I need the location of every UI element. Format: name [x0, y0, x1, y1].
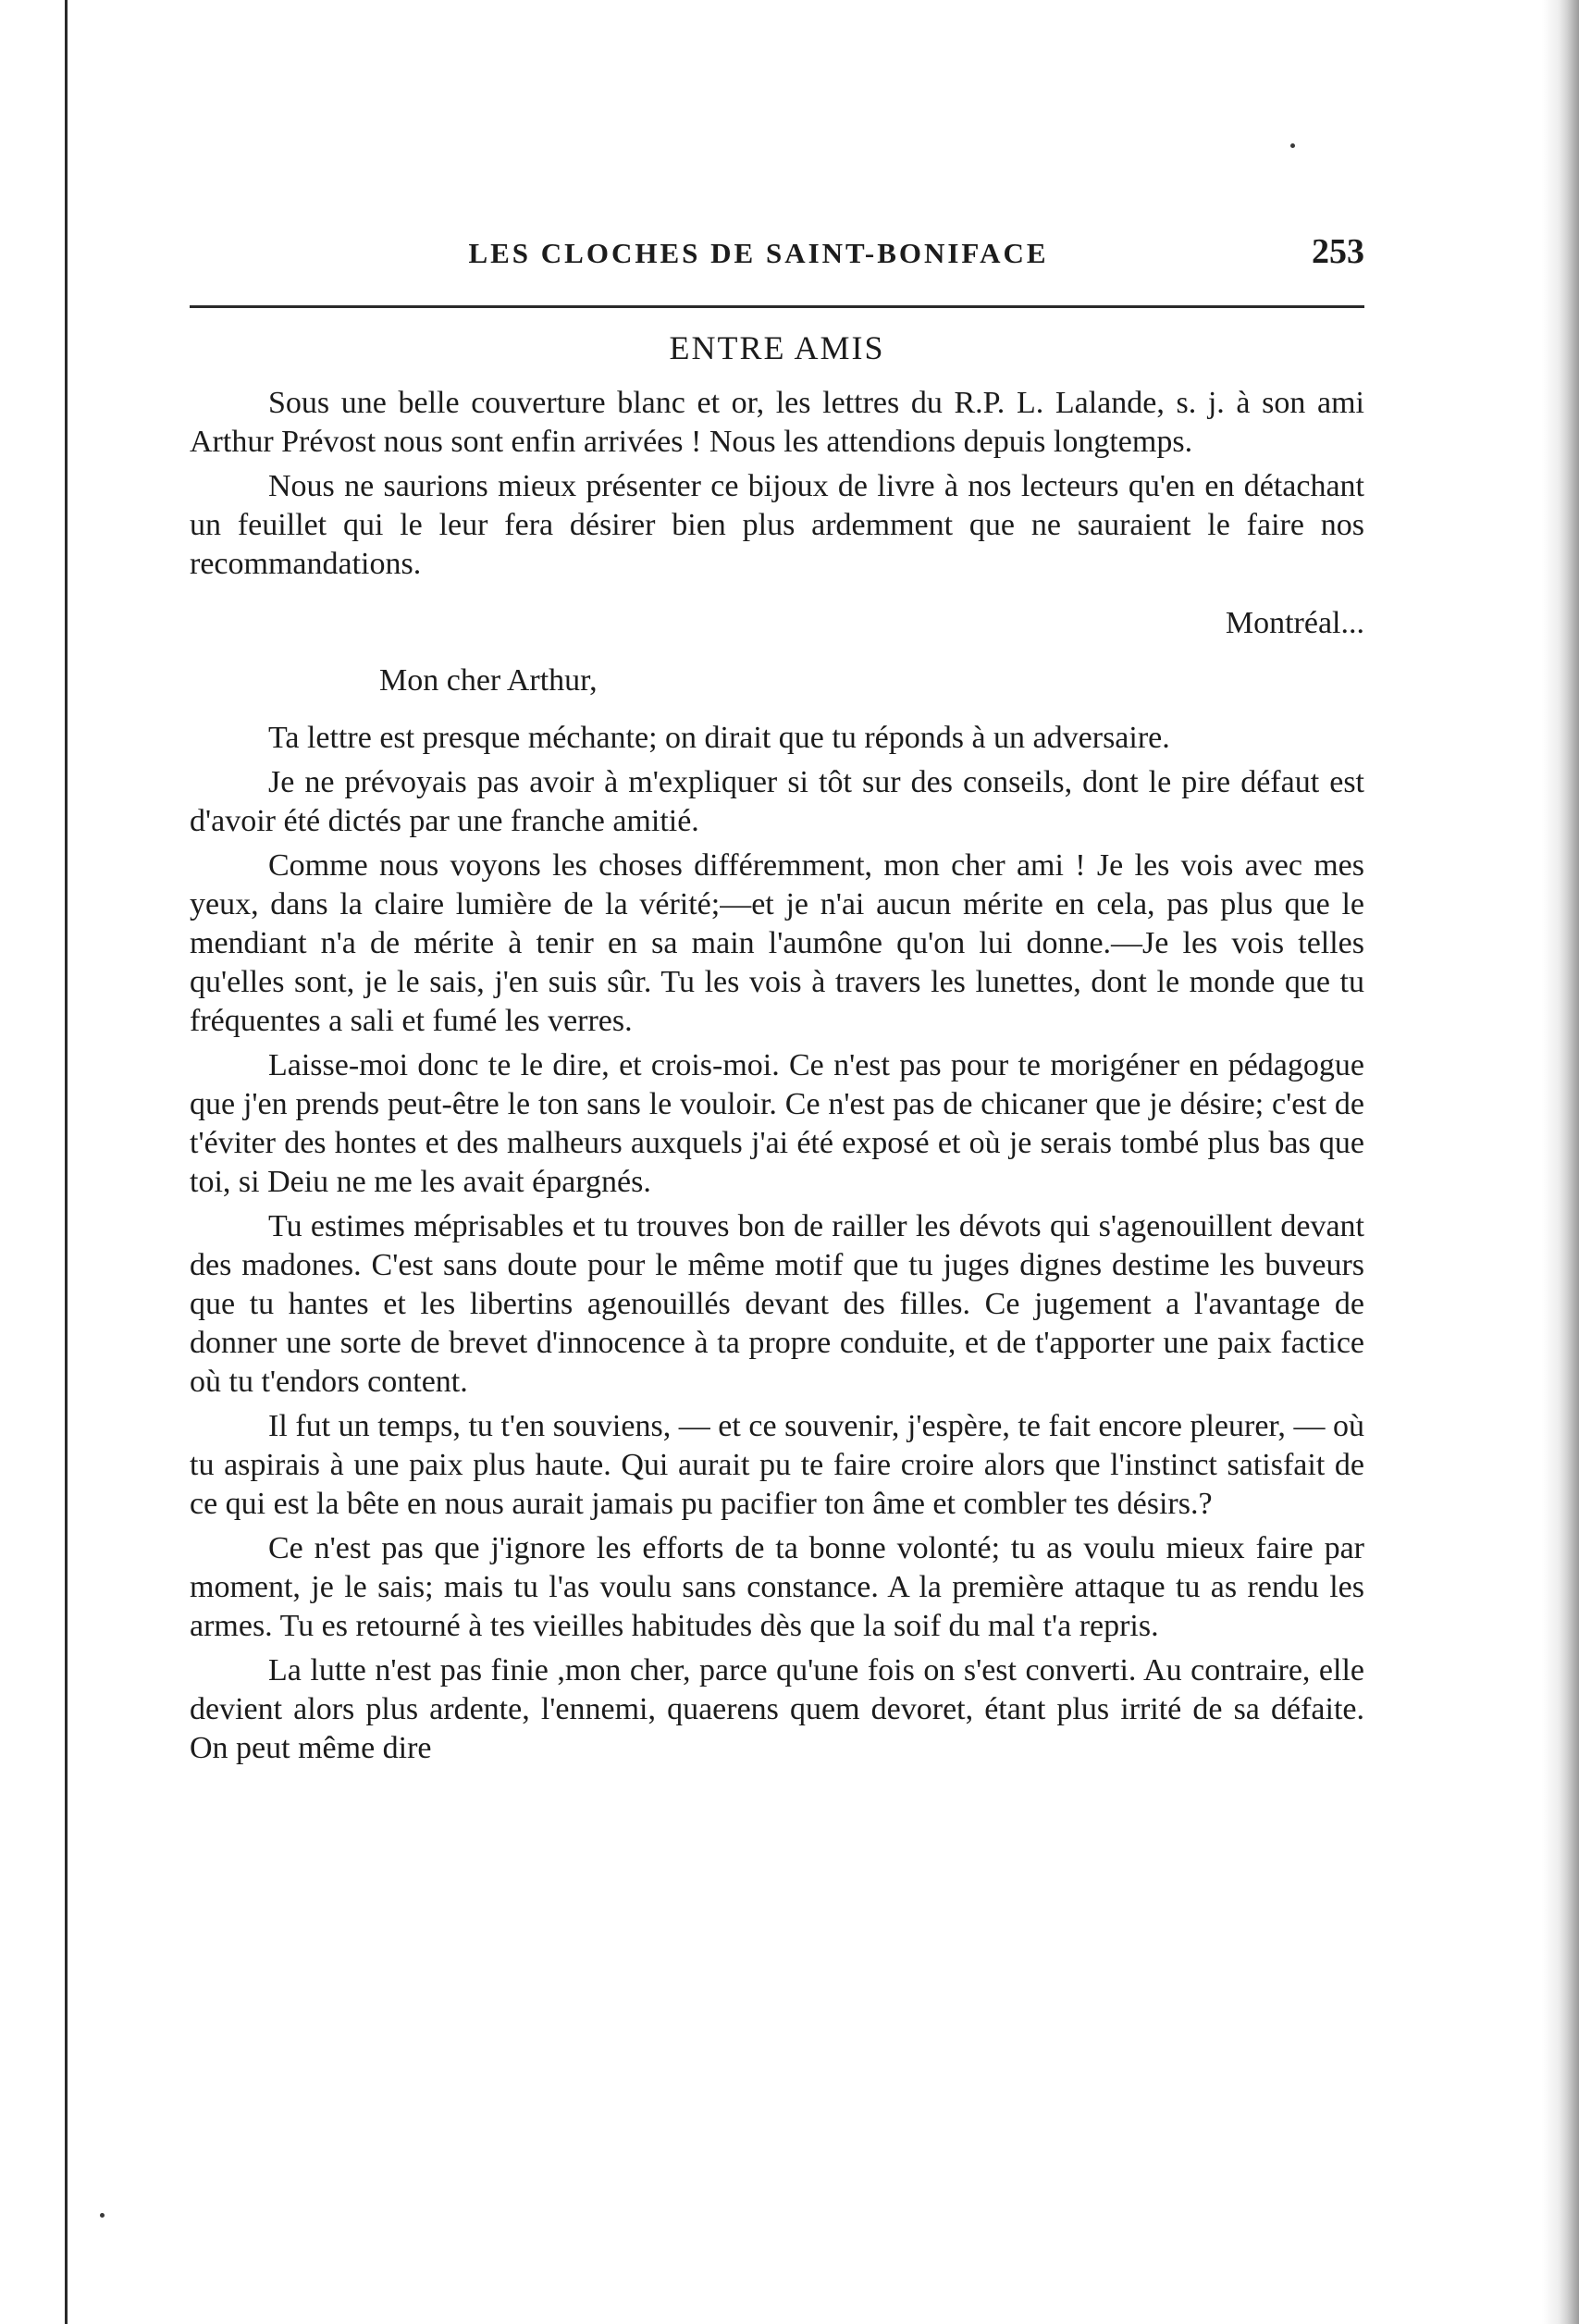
letter-place: Montréal... — [1225, 606, 1364, 640]
paper-speck — [100, 2213, 105, 2218]
page-number: 253 — [1312, 232, 1364, 271]
intro-paragraph: Nous ne saurions mieux présenter ce bijoux de livre à nos lecteurs qu'en en détachant un feuillet qui le leur fera désirer bien plus ardemment que ne sauraient le faire nos recommandations. — [190, 469, 1364, 581]
page-gutter-shadow — [1542, 0, 1579, 2324]
paper-speck — [1290, 143, 1295, 148]
section-title: ENTRE AMIS — [669, 329, 885, 366]
page-binding-edge — [65, 0, 68, 2324]
letter-paragraph: Laisse-moi donc te le dire, et crois-moi. Ce n'est pas pour te morigéner en pédagogue que j'en prends peut-être le ton sans le vouloir. Ce n'est pas de chicaner que je désire; c'est de t'éviter des hontes et des malheurs auxquels j'ai été exposé et où je serais tombé plus bas que toi, si Deiu ne me les avait épargnés. — [190, 1048, 1364, 1199]
running-title: LES CLOCHES DE SAINT-BONIFACE — [468, 237, 1049, 269]
letter-paragraph: Comme nous voyons les choses différemment, mon cher ami ! Je les vois avec mes yeux, dans la claire lumière de la vérité;—et je n'ai aucun mérite en cela, pas plus que le mendiant n'a de mérite à tenir en sa main l'aumône qu'on lui donne.—Je les vois telles qu'elles sont, je le sais, j'en suis sûr. Tu les vois à travers les lunettes, dont le monde que tu fréquentes a sali et fumé les verres. — [190, 848, 1364, 1038]
letter-paragraph: Ta lettre est presque méchante; on dirait que tu réponds à un adversaire. — [268, 721, 1170, 755]
letter-paragraph: Tu estimes méprisables et tu trouves bon de railler les dévots qui s'agenouillent devant des madones. C'est sans doute pour le même motif que tu juges dignes destime les buveurs que tu hantes et les libertins agenouillés devant des filles. Ce jugement a l'avantage de donner une sorte de brevet d'innocence à ta propre conduite, et de t'apporter une paix factice où tu t'endors content. — [190, 1209, 1364, 1399]
letter-paragraph: Je ne prévoyais pas avoir à m'expliquer si tôt sur des conseils, dont le pire défaut est d'avoir été dictés par une franche amitié. — [190, 765, 1364, 838]
book-page — [190, 231, 1364, 1768]
letter-paragraph: Ce n'est pas que j'ignore les efforts de ta bonne volonté; tu as voulu mieux faire par moment, je le sais; mais tu l'as voulu sans constance. A la première attaque tu as rendu les armes. Tu es retourné à tes vieilles habitudes dès que la soif du mal t'a repris. — [190, 1531, 1364, 1643]
letter-salutation: Mon cher Arthur, — [379, 663, 598, 698]
letter-paragraph: Il fut un temps, tu t'en souviens, — et ce souvenir, j'espère, te fait encore pleurer, — où tu aspirais à une paix plus haute. Qui aurait pu te faire croire alors que l'instinct satisfait de ce qui est la bête en nous aurait jamais pu pacifier ton âme et combler tes désirs.? — [190, 1409, 1364, 1521]
header-rule — [190, 305, 1364, 308]
running-head — [190, 231, 1364, 287]
intro-paragraph: Sous une belle couverture blanc et or, les lettres du R.P. L. Lalande, s. j. à son ami Arthur Prévost nous sont enfin arrivées ! Nous les attendions depuis longtemps. — [190, 386, 1364, 459]
letter-paragraph: La lutte n'est pas finie ,mon cher, parce qu'une fois on s'est converti. Au contraire, elle devient alors plus ardente, l'ennemi, quaerens quem devoret, étant plus irrité de sa défaite. On peut même dire — [190, 1653, 1364, 1765]
